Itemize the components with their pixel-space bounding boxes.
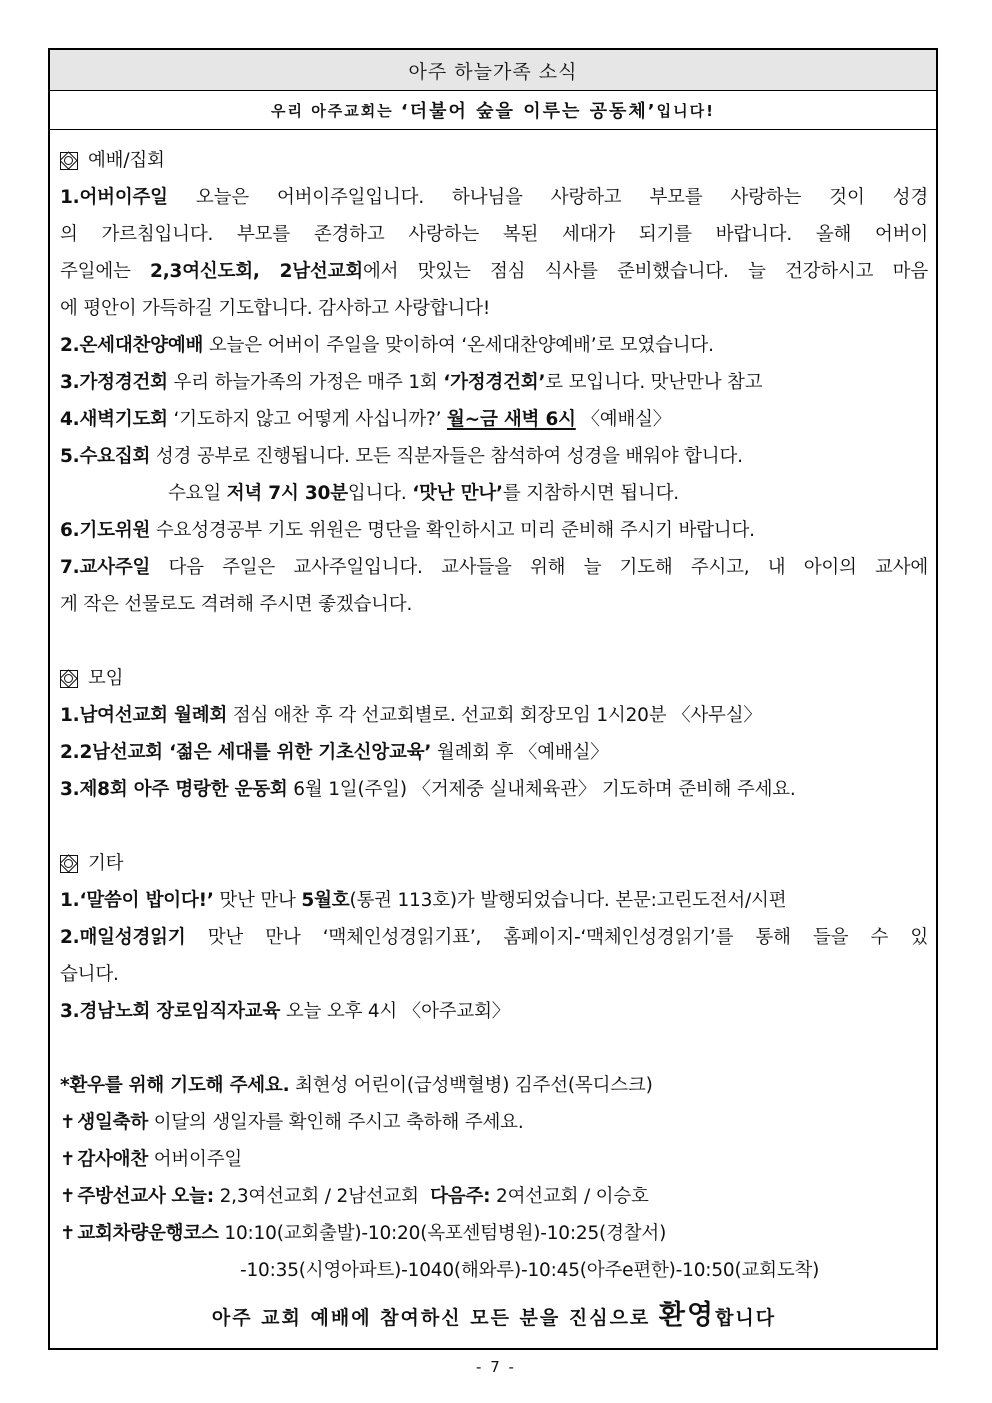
title-text: 아주 하늘가족 소식 (408, 60, 578, 83)
section-bullet-icon (60, 855, 78, 873)
cross-icon: ✝ (60, 1186, 76, 1207)
worship-item-6: 6.기도위원 수요성경공부 기도 위원은 명단을 확인하시고 미리 준비해 주시기 바랍니다. (60, 520, 755, 541)
motto-suffix: 입니다! (656, 101, 715, 120)
worship-item-4: 4.새벽기도회 ‘기도하지 않고 어떻게 사십니까?’ 월~금 새벽 6시 〈예배실〉 (60, 409, 672, 430)
section-heading-meeting: 모임 (60, 660, 928, 697)
bulletin-content (60, 142, 928, 1332)
kitchen-notice: ✝ 주방선교사 오늘: 2,3여선교회 / 2남선교회 다음주: 2여선교회 / 이승호 (60, 1186, 649, 1207)
welcome-message: 아주 교회 예배에 참여하신 모든 분을 진심으로 환영합니다 (211, 1300, 777, 1331)
section-bullet-icon (60, 670, 78, 688)
worship-item-1-cont: 의 가르침입니다. 부모를 존경하고 사랑하는 복된 세대가 되기를 바랍니다. 올해 어버이 (60, 224, 928, 245)
page-title (50, 50, 936, 91)
bulletin-frame (48, 48, 938, 1350)
etc-item-2: 2.매일성경읽기 맛난 만나 ‘맥체인성경읽기표’, 홈페이지-‘맥체인성경읽기’를 통해 들을 수 있 (60, 927, 928, 948)
etc-item-2-cont: 습니다. (60, 964, 119, 985)
worship-item-7: 7.교사주일 다음 주일은 교사주일입니다. 교사들을 위해 늘 기도해 주시고, 내 아이의 교사에 (60, 557, 928, 578)
motto-banner (50, 91, 936, 130)
motto-prefix: 우리 아주교회는 (271, 101, 394, 120)
worship-item-5: 5.수요집회 성경 공부로 진행됩니다. 모든 직분자들은 참석하여 성경을 배워야 합니다. (60, 446, 743, 467)
cross-icon: ✝ (60, 1223, 76, 1244)
worship-item-2: 2.온세대찬양예배 오늘은 어버이 주일을 맞이하여 ‘온세대찬양예배’로 모였습니다. (60, 335, 714, 356)
page-number: - 7 - (476, 1358, 516, 1376)
section-heading-worship: 예배/집회 (60, 142, 928, 179)
section-bullet-icon (60, 152, 78, 170)
meeting-item-3: 3.제8회 아주 명랑한 운동회 6월 1일(주일) 〈거제중 실내체육관〉 기도하며 준비해 주세요. (60, 779, 796, 800)
thanks-meal-notice: ✝ 감사애찬 어버이주일 (60, 1149, 243, 1170)
worship-item-5-cont: 수요일 저녁 7시 30분입니다. ‘맛난 만나’를 지참하시면 됩니다. (168, 483, 679, 504)
etc-item-3: 3.경남노회 장로임직자교육 오늘 오후 4시 〈아주교회〉 (60, 1001, 511, 1022)
prayer-request: *환우를 위해 기도해 주세요. 최현성 어린이(급성백혈병) 김주선(목디스크) (60, 1075, 653, 1096)
worship-item-3: 3.가정경건회 우리 하늘가족의 가정은 매주 1회 ‘가정경건회’로 모입니다. 맛난만나 참고 (60, 372, 763, 393)
section-heading-etc: 기타 (60, 845, 928, 882)
motto-quote: ‘더불어 숲을 이루는 공동체’ (400, 101, 657, 122)
cross-icon: ✝ (60, 1149, 76, 1170)
worship-item-7-cont: 게 작은 선물로도 격려해 주시면 좋겠습니다. (60, 594, 413, 615)
worship-item-1-cont: 주일에는 2,3여신도회, 2남선교회에서 맛있는 점심 식사를 준비했습니다. 늘 건강하시고 마음 (60, 261, 928, 282)
etc-item-1: 1.‘말씀이 밥이다!’ 맛난 만나 5월호(통권 113호)가 발행되었습니다. 본문:고린도전서/시편 (60, 890, 787, 911)
meeting-item-2: 2.2남선교회 ‘젊은 세대를 위한 기초신앙교육’ 월례회 후 〈예배실〉 (60, 742, 609, 763)
worship-item-1-cont: 에 평안이 가득하길 기도합니다. 감사하고 사랑합니다! (60, 298, 491, 319)
birthday-notice: ✝ 생일축하 이달의 생일자를 확인해 주시고 축하해 주세요. (60, 1112, 524, 1133)
cross-icon: ✝ (60, 1112, 76, 1133)
vehicle-route-cont: -10:35(시영아파트)-1040(해와루)-10:45(아주e편한)-10:50(교회도착) (240, 1260, 820, 1281)
item-label: 1.어버이주일 (60, 187, 168, 208)
worship-item-1: 1.어버이주일 오늘은 어버이주일입니다. 하나님을 사랑하고 부모를 사랑하는 것이 성경 (60, 187, 928, 208)
vehicle-route: ✝ 교회차량운행코스 10:10(교회출발)-10:20(옥포센텀병원)-10:25(경찰서) (60, 1223, 667, 1244)
meeting-item-1: 1.남여선교회 월례회 점심 애찬 후 각 선교회별로. 선교회 회장모임 1시20분 〈사무실〉 (60, 705, 762, 726)
